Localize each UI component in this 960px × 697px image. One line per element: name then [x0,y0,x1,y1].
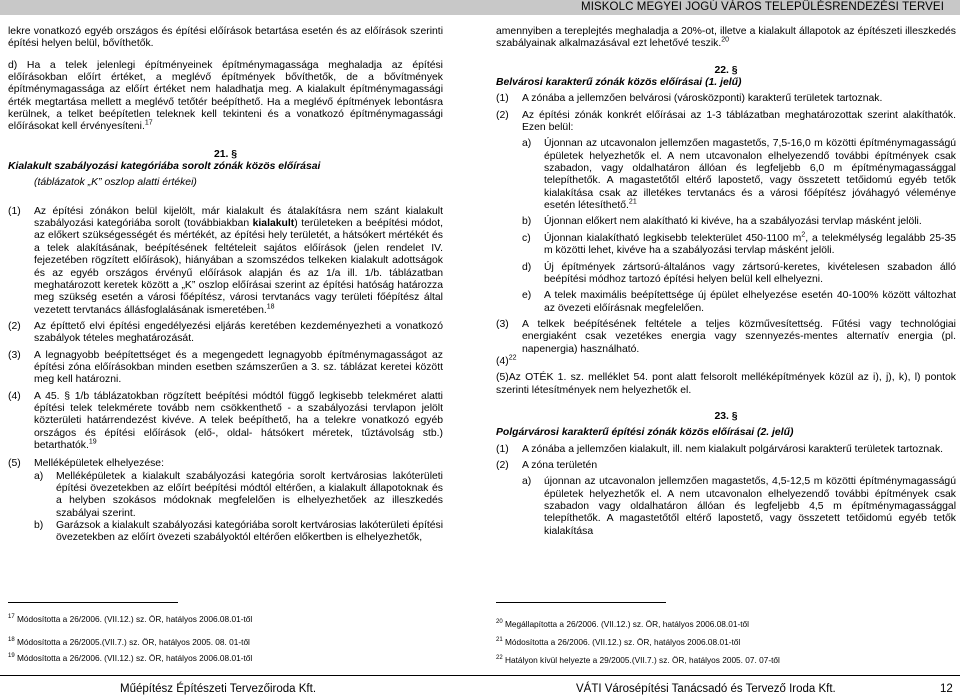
item-letter: d) [522,261,532,273]
footnote-text: Hatályon kívül helyezte a 29/2005.(VII.7.) sz. ÖR, hatályos 2005. 07. 07-től [505,655,780,665]
paragraph-number: (1) [8,205,21,217]
paragraph-text: A legnagyobb beépítettséget és a megengedett legnagyobb építménymagasságot az építési zóna előírásokban minden esetben számszerűen a 3. sz. táblázat keretei között meg kell határozni. [34,349,443,386]
document-header-title: MISKOLC MEGYEI JOGÚ VÁROS TELEPÜLÉSRENDEZÉSI TERVEI [581,1,944,13]
p1-bold-term: kialakult [252,218,295,230]
paragraph-number: (3) [8,349,21,361]
p4-text: A 45. § 1/b táblázatokban rögzített beépítési módtól függő legkisebb telekméret alatti építési telek telekmérete tovább nem csökkenthető - a szabályozási tervlapon jelölt közterületi határrendezést kivéve. A telek beépíthető, ha a telekre vonatkozó egyéb országos és építési előírások (elő-, oldal- hátsókert méretek, tűztávolság stb.) betarthatók. [34,390,443,451]
p4-number: (4) [496,355,509,367]
footnote-number: 18 [8,637,15,644]
item-letter: a) [34,470,44,482]
section-21-paragraph-5 [8,458,443,470]
paragraph-text: A zónába a jellemzően belvárosi (városközponti) karakterű területek tartoznak. [522,93,883,105]
footnote-18 [8,637,250,647]
section-23-title: Polgárvárosi karakterű építési zónák közös előírásai (2. jelű) [496,427,794,439]
item-text: Melléképületek a kialakult szabályozási kategória sorolt kertvárosias lakóterületi építési övezetekben az előírt beépítési módtól eltérően, a kialakult állapotoknak és a helyben szokásos módoknak megfelelően is elhelyezhetőek az illeszkedés szabályai szerint. [56,470,443,519]
section-21-paragraph-1 [8,206,443,317]
paragraph-2-item-c [496,233,956,258]
paragraph-number [496,356,522,368]
footnote-divider-left [8,602,178,603]
footnote-number: 22 [496,655,503,662]
paragraph-d-text: d) Ha a telek jelenlegi építményeinek építménymagassága meghaladja az építési előírásokban előírt értéket, a meglévő építmények bővíthetők, de a bővítmények építménymagassága az előírt értéket nem haladhatja meg. A kialakult építménymagassági érték megtartása mellett a meglévő tetőtér beépíthető. Ha a meglévő építmények lebontásra kerülnek, a telket beépítetlen teleknek kell tekinteni és a vonatkozó építménymagassági előírásokat kell érvényesíteni. [8,59,443,133]
section-23-paragraph-2 [496,460,956,472]
footnote-text: Módosította a 26/2006. (VII.12.) sz. ÖR, hatályos 2006.08.01-től [505,637,741,647]
right-column [496,26,956,538]
item-letter: b) [522,216,532,228]
paragraph-text: Melléképületek elhelyezése: [34,458,164,470]
item-letter: e) [522,290,532,302]
footer-right-company: VÁTI Városépítési Tanácsadó és Tervező Iroda Kft. [576,683,836,695]
paragraph-text: A zóna területén [522,459,598,471]
item-letter: a) [522,138,532,150]
item-a-text: Újonnan az utcavonalon jellemzően magastetős, 7,5-16,0 m közötti építménymagasságú épületek helyezhetők el. A nem utcavonalon elhelyezendő további építmények csak szabadon, vagy oldalhatáron állóan és legfeljebb 6,0 m építménymagassággal telepíthetők. A magastetőtől eltérő lapostető, vagy összetett tetőidomú egyéb tetők kialakítása csak az illetékes tervtanács és a városi főépítész jóváhagyó véleménye esetén létesíthető. [544,138,956,212]
right-intro-paragraph [496,26,956,51]
p1-text-b: ) területeken a beépítési módot, az előkert szükségességét és mértékét, az építési hely területét, a hátsókert mértékét és a telek alakításának, beépítésének feltételeit sajátos előírások (jelen rendelet IV. fejezetében rögzített előírások), hiányában a szomszédos telkeken kialakult adottságok és az egyéb országos érvényű előírások alapján és az 1/a ill. 1/b. táblázatban meghatározott keretek között a „K” oszlop előírásai szerint az építési hatóság határozza meg szükség esetén a városi főépítész, városi tervtanács vagy területi főépítész által vezetett tervtanács állásfoglalásának ismeretében. [34,218,443,316]
section-22-paragraph-4 [496,356,956,368]
footnote-ref-19[interactable]: 19 [88,438,97,446]
footnote-text: Módosította a 26/2006. (VII.12.) sz. ÖR, hatályos 2006.08.01-től [17,614,253,624]
paragraph-5-item-b [8,520,443,545]
section-21-subtitle: (táblázatok „K” oszlop alatti értékei) [34,177,197,189]
section-21-number: 21. § [213,148,238,160]
section-22-number: 22. § [714,64,738,76]
section-21-paragraph-4 [8,391,443,453]
footnote-ref-20[interactable]: 20 [721,36,730,44]
item-c-text-b: , a telekmélység legalább 25-35 m közötti lehet, kivéve ha a szabályozási tervlap másként jelöli. [544,232,956,257]
paragraph-number: (1) [496,443,509,455]
item-text [544,138,956,212]
item-text: Újonnan előkert nem alakítható ki kivéve, ha a szabályozási tervlap másként jelöli. [544,216,922,228]
item-c-text-a: Újonnan kialakítható legkisebb telekterület 450-1100 m [544,232,802,244]
header-bar [0,0,960,15]
item-letter: b) [34,520,44,532]
p1-text-a: Az építési zónákon belül kijelölt, már kialakult és átalakításra nem szánt kialakult szabályozási kategóriába sorolt (továbbiakban [34,205,443,230]
footnote-ref-18[interactable]: 18 [266,303,275,311]
item-text: Garázsok a kialakult szabályozási kategóriába sorolt kertvárosias lakóterületi építési övezetekben az előírt övezeti szabályoktól eltérően előkertben is elhelyezhetők, [56,520,443,544]
paragraph-text: A zónába a jellemzően kialakult, ill. nem kialakult polgárvárosi karakterű területek tartoznak. [522,443,944,455]
left-column [8,26,443,545]
section-21-paragraph-3 [8,350,443,387]
footnote-ref-21[interactable]: 21 [628,198,637,206]
paragraph-2-item-e [496,290,956,315]
section-22-paragraph-1 [496,93,956,105]
paragraph-d [8,60,443,134]
footnote-22 [496,655,780,665]
item-text: Új építmények zártsorú-általános vagy zártsorú-keretes, kivételesen szabadon álló beépítési módhoz tartozó építési helyen belül kell elhelyezni. [544,261,956,285]
paragraph-text [34,206,443,317]
paragraph-number: (2) [496,459,509,471]
section-23-number: 23. § [714,410,738,422]
item-text: újonnan az utcavonalon jellemzően magastetős, 4,5-12,5 m közötti építménymagasságú épületek helyezhetők el. A nem utcavonalon elhelyezendő további építmények csak szabadon vagy oldalhatáron állóan és legfeljebb 4,5 m építménymagassággal telepíthetők. A magastetőtől eltérő lapostető, vagy összetett tetőidomú egyéb tetők kialakítása [544,476,956,537]
section-21-title: Kialakult szabályozási kategóriába sorolt zónák közös előírásai [8,161,321,173]
section-22-paragraph-3 [496,319,956,356]
item-letter: a) [522,476,532,488]
item-text: A telek maximális beépítettsége új épület elhelyezése esetén 40-100% között változhat az övezeti előírásnak megfelelően. [544,290,956,314]
paragraph-number: (3) [496,318,509,330]
footnote-number: 17 [8,614,15,621]
section-22-paragraph-2 [496,110,956,135]
section-23-item-a [496,476,956,538]
section-21-paragraph-2 [8,321,443,346]
footnote-ref-22[interactable]: 22 [508,354,517,362]
paragraph-number: (2) [8,320,21,332]
paragraph-text: Az építtető elvi építési engedélyezési eljárás keretében kezdeményezheti a vonatkozó szabályok tételes meghatározását. [34,320,443,345]
item-text [544,233,956,258]
superscript-2: 2 [801,231,806,239]
footnote-21 [496,637,740,647]
page-number: 12 [940,683,953,695]
paragraph-5-item-a [8,471,443,520]
footnote-number: 21 [496,637,503,644]
section-22-title: Belvárosi karakterű zónák közös előírásai (1. jelű) [496,77,742,89]
footnote-text: Módosította a 26/2006. (VII.12.) sz. ÖR, hatályos 2006.08.01-től [17,653,253,663]
footnote-17 [8,614,252,624]
footnote-number: 20 [496,619,503,626]
paragraph-text [34,391,443,453]
footnote-ref-17[interactable]: 17 [144,119,153,127]
footnote-text: Megállapította a 26/2006. (VII.12.) sz. ÖR, hatályos 2006.08.01-től [505,619,749,629]
paragraph-2-item-b [496,216,956,228]
paragraph-number: (2) [496,109,509,121]
paragraph-text: Az építési zónák konkrét előírásai az 1-3 táblázatban meghatározottak szerint alakíthatók. Ezen belül: [522,109,956,134]
right-intro-text: amennyiben a tereplejtés meghaladja a 20%-ot, illetve a kialakult állapotok az építészeti illeszkedés szabályainak alkalmazásával ezt lehetővé teszik. [496,26,956,50]
item-letter: c) [522,232,531,244]
section-23-paragraph-1 [496,444,956,456]
paragraph-2-item-d [496,262,956,287]
footer-divider [0,675,960,676]
footnote-number: 19 [8,653,15,660]
footnote-20 [496,619,749,629]
paragraph-2-item-a [496,138,956,212]
paragraph-number: (5) [8,458,21,470]
footer-left-company: Műépítész Építészeti Tervezőiroda Kft. [120,683,317,695]
paragraph-text: A telkek beépítésének feltétele a teljes közművesítettség. Fűtési vagy technológiai energiaként csak vezetékes energia vagy szennyezés-mentes alternatív energia (pl. napenergia) használható. [522,318,956,355]
section-22-paragraph-5: (5)Az OTÉK 1. sz. melléklet 54. pont alatt felsorolt melléképítmények közül az i), j), k), l) pontok szerinti létesítmények nem helyezhetők el. [496,372,956,396]
paragraph-number: (4) [8,390,21,402]
footnote-19 [8,653,252,663]
left-intro-paragraph: lekre vonatkozó egyéb országos és építési előírások betartása esetén és az előírások szerinti építési helyen belül, bővíthetők. [8,26,443,50]
footnote-divider-right [496,602,666,603]
paragraph-number: (1) [496,93,509,105]
footnote-text: Módosította a 26/2005.(VII.7.) sz. ÖR, hatályos 2005. 08. 01-től [17,637,250,647]
